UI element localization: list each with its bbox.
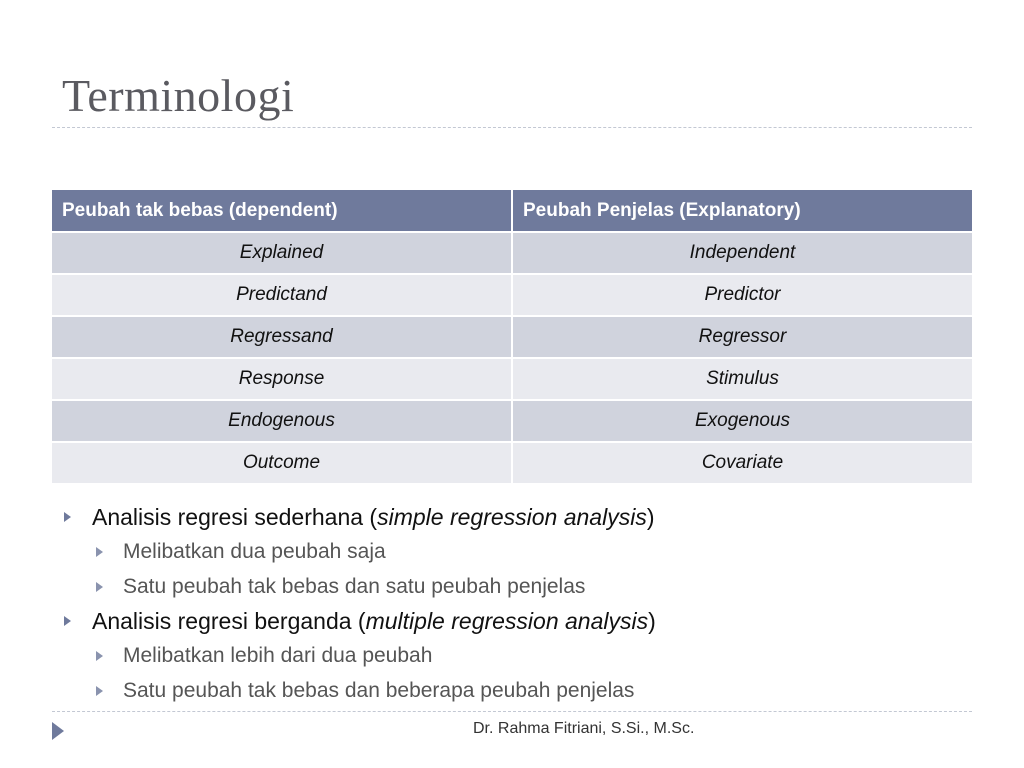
table-header-row (52, 190, 972, 232)
dependent-term: Predictand (52, 274, 512, 316)
sub-bullet-arrow-icon (96, 686, 103, 696)
table-row (52, 232, 972, 274)
table-row (52, 358, 972, 400)
dependent-term: Regressand (52, 316, 512, 358)
sub-bullet-arrow-icon (96, 651, 103, 661)
slide-title: Terminologi (62, 70, 295, 121)
table-row (52, 442, 972, 484)
sub-bullet-text: Melibatkan dua peubah saja (123, 540, 386, 563)
explanatory-term: Stimulus (512, 358, 972, 400)
table-row (52, 316, 972, 358)
explanatory-term: Regressor (512, 316, 972, 358)
bullet-italic-term: simple regression analysis (377, 504, 647, 530)
explanatory-term: Independent (512, 232, 972, 274)
sub-bullet-arrow-icon (96, 547, 103, 557)
table-row (52, 274, 972, 316)
footer-divider (52, 711, 972, 712)
bullet-italic-term: multiple regression analysis (365, 608, 649, 634)
dependent-term: Explained (52, 232, 512, 274)
title-divider (52, 127, 972, 128)
dependent-term: Endogenous (52, 400, 512, 442)
footer-author: Dr. Rahma Fitriani, S.Si., M.Sc. (473, 720, 695, 737)
dependent-term: Outcome (52, 442, 512, 484)
explanatory-term: Covariate (512, 442, 972, 484)
sub-bullet (60, 638, 980, 673)
sub-bullet (60, 673, 980, 708)
sub-bullet-text: Satu peubah tak bebas dan beberapa peubah penjelas (123, 679, 635, 702)
next-slide-arrow-icon[interactable] (52, 722, 64, 740)
header-dependent: Peubah tak bebas (dependent) (52, 190, 512, 232)
bullet-text: Analisis regresi berganda ( (92, 608, 366, 634)
bullet-arrow-icon (64, 512, 71, 522)
header-explanatory: Peubah Penjelas (Explanatory) (512, 190, 972, 232)
explanatory-term: Exogenous (512, 400, 972, 442)
dependent-term: Response (52, 358, 512, 400)
bullet-multiple-regression (60, 604, 980, 638)
sub-bullet-arrow-icon (96, 582, 103, 592)
bullet-text-end: ) (648, 608, 656, 634)
terminology-table (52, 190, 972, 485)
sub-bullet (60, 534, 980, 569)
sub-bullet-text: Melibatkan lebih dari dua peubah (123, 644, 433, 667)
bullet-list (60, 500, 980, 708)
bullet-text: Analisis regresi sederhana ( (92, 504, 378, 530)
sub-bullet (60, 569, 980, 604)
bullet-text-end: ) (646, 504, 655, 530)
bullet-arrow-icon (64, 616, 71, 626)
explanatory-term: Predictor (512, 274, 972, 316)
table-row (52, 400, 972, 442)
sub-bullet-text: Satu peubah tak bebas dan satu peubah penjelas (123, 575, 586, 598)
bullet-simple-regression (60, 500, 980, 534)
